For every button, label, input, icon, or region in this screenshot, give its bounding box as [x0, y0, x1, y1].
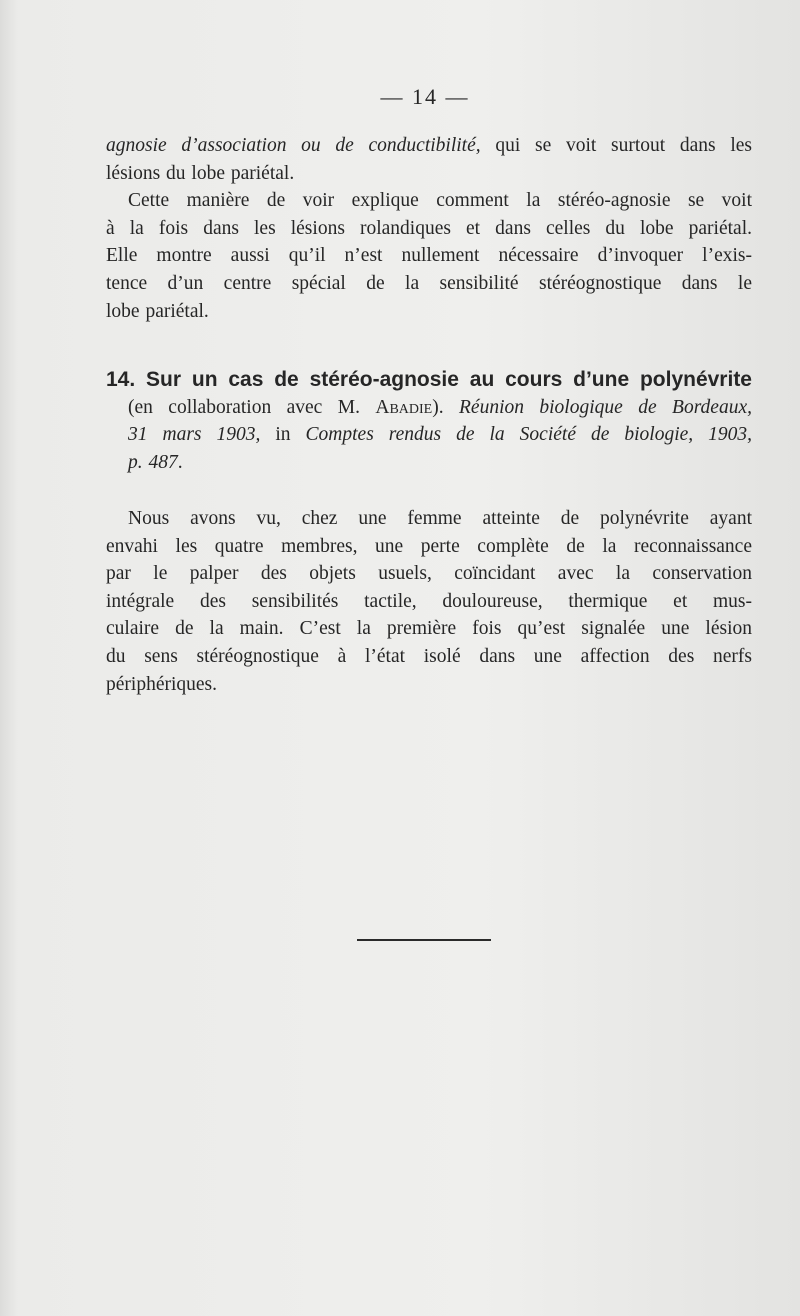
- text-line: Elle montre aussi qu’il n’est nullement nécessaire d’invoquer l’exis-: [106, 245, 752, 267]
- text-line: périphériques.: [106, 673, 218, 695]
- journal-name: Comptes rendus de la Société de biologie, 1903,: [305, 424, 753, 446]
- bibliography-entry-14: [106, 366, 752, 476]
- text-line: Nous avons vu, chez une femme atteinte de polynévrite ayant: [128, 508, 752, 529]
- entry-reference-line: [106, 421, 752, 449]
- paragraph-stereo-agnosia-theory: [106, 132, 752, 325]
- text-line: Cette manière de voir explique comment la stéréo-agnosie se voit: [128, 190, 752, 212]
- text-line: lésions du lobe pariétal.: [106, 162, 295, 184]
- entry-title: Sur un cas de stéréo-agnosie au cours d’une polynévrite: [146, 368, 752, 391]
- coauthor-name: Abadie: [375, 396, 433, 418]
- text-fragment: .: [177, 451, 183, 473]
- venue-name: Réunion biologique de Bordeaux,: [459, 396, 752, 418]
- text-fragment: (en collaboration avec M.: [128, 396, 376, 418]
- entry-reference-line: [106, 449, 752, 477]
- text-line: lobe pariétal.: [106, 300, 209, 322]
- entry-heading: [106, 366, 752, 394]
- text-line: tence d’un centre spécial de la sensibilité stéréognostique dans le: [106, 272, 752, 294]
- text-line: [106, 132, 752, 160]
- italic-term: agnosie d’association ou de conductibilité,: [106, 135, 481, 156]
- text-line: culaire de la main. C’est la première fois qu’est signalée une lésion: [106, 618, 752, 640]
- text-fragment: ).: [432, 396, 459, 418]
- section-end-rule: [357, 939, 491, 941]
- entry-number: 14.: [106, 368, 136, 391]
- text-line: intégrale des sensibilités tactile, douloureuse, thermique et mus-: [106, 590, 752, 612]
- text-line: du sens stéréognostique à l’état isolé dans une affection des nerfs: [106, 645, 752, 667]
- text-line: par le palper des objets usuels, coïncidant avec la conservation: [106, 563, 752, 585]
- page-reference: p. 487: [128, 451, 178, 473]
- text-line: envahi les quatre membres, une perte complète de la reconnaissance: [106, 535, 752, 557]
- publication-date: 31 mars 1903,: [128, 424, 261, 446]
- paragraph-case-description: [106, 505, 752, 698]
- entry-reference-line: [106, 394, 752, 422]
- text-fragment: in: [260, 424, 306, 446]
- text-fragment: qui se voit surtout dans les: [480, 135, 752, 156]
- text-line: à la fois dans les lésions rolandiques et dans celles du lobe pariétal.: [106, 217, 752, 239]
- page-number: — 14 —: [380, 84, 470, 109]
